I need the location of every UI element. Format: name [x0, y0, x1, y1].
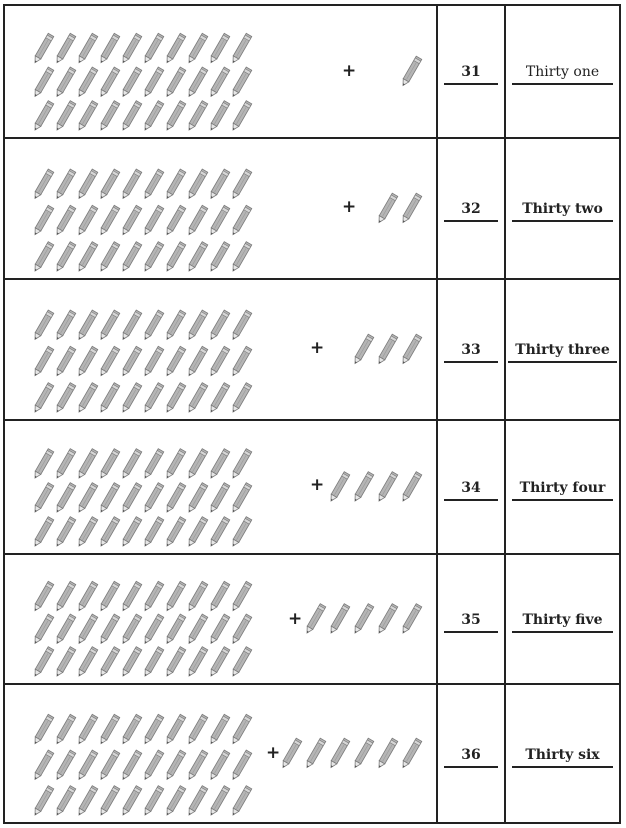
- pencil-icon: [142, 346, 164, 377]
- pencil-icon: [76, 483, 98, 514]
- pencil-icon: [186, 242, 208, 273]
- pencil-icon: [142, 205, 164, 236]
- pencil-icon: [120, 310, 142, 341]
- number-word-cell: [506, 685, 619, 822]
- pencil-icon: [208, 714, 230, 745]
- pencil-icon: [164, 346, 186, 377]
- pencil-icon: [376, 472, 398, 503]
- pencil-icon: [142, 517, 164, 548]
- pencil-icon: [164, 614, 186, 645]
- pencil-icon: [76, 310, 98, 341]
- pencil-icon: [142, 449, 164, 480]
- number-cell: [438, 6, 506, 137]
- pencil-icon: [208, 101, 230, 132]
- pencil-icon: [164, 714, 186, 745]
- pencil-icon: [186, 33, 208, 64]
- pencil-icon: [98, 517, 120, 548]
- pencil-icon: [76, 647, 98, 678]
- pencil-icon: [208, 67, 230, 98]
- plus-sign: +: [288, 609, 303, 629]
- pencil-icon: [230, 786, 252, 817]
- pencil-count-cell: [5, 280, 438, 419]
- pencil-icon: [76, 449, 98, 480]
- pencil-icon: [54, 67, 76, 98]
- worksheet-row-36: [5, 685, 619, 822]
- number-value: 34: [444, 480, 498, 501]
- number-value: 31: [444, 64, 498, 85]
- pencil-icon: [54, 483, 76, 514]
- pencil-icon: [98, 169, 120, 200]
- pencil-icon: [54, 714, 76, 745]
- pencil-icon: [164, 169, 186, 200]
- pencil-icon: [120, 750, 142, 781]
- pencil-icon: [54, 517, 76, 548]
- pencil-icon: [400, 738, 422, 769]
- pencil-icon: [186, 786, 208, 817]
- pencil-icon: [98, 310, 120, 341]
- pencil-icon: [186, 101, 208, 132]
- number-cell: [438, 685, 506, 822]
- pencil-icon: [98, 346, 120, 377]
- pencil-icon: [76, 750, 98, 781]
- pencil-icon: [230, 647, 252, 678]
- pencil-icon: [186, 169, 208, 200]
- pencil-icon: [76, 714, 98, 745]
- pencil-icon: [208, 786, 230, 817]
- pencil-icon: [32, 449, 54, 480]
- pencil-icon: [164, 449, 186, 480]
- number-cell: [438, 555, 506, 683]
- pencil-icon: [76, 581, 98, 612]
- pencil-icon: [208, 242, 230, 273]
- worksheet-row-35: [5, 555, 619, 685]
- pencil-icon: [76, 383, 98, 414]
- pencil-icon: [32, 786, 54, 817]
- plus-sign: +: [310, 338, 325, 358]
- pencil-group: [5, 555, 436, 683]
- pencil-icon: [76, 346, 98, 377]
- pencil-icon: [54, 383, 76, 414]
- number-worksheet: [3, 4, 621, 824]
- pencil-icon: [54, 310, 76, 341]
- number-word-cell: [506, 139, 619, 278]
- plus-sign: +: [310, 475, 325, 495]
- pencil-icon: [54, 205, 76, 236]
- pencil-icon: [98, 786, 120, 817]
- pencil-icon: [304, 604, 326, 635]
- pencil-icon: [186, 647, 208, 678]
- number-cell: [438, 421, 506, 553]
- pencil-icon: [186, 383, 208, 414]
- pencil-icon: [164, 647, 186, 678]
- pencil-icon: [32, 169, 54, 200]
- pencil-icon: [54, 242, 76, 273]
- pencil-icon: [208, 383, 230, 414]
- pencil-icon: [164, 242, 186, 273]
- pencil-icon: [186, 714, 208, 745]
- pencil-icon: [32, 242, 54, 273]
- pencil-icon: [32, 205, 54, 236]
- number-word: Thirty five: [512, 612, 613, 633]
- pencil-icon: [98, 449, 120, 480]
- pencil-icon: [98, 483, 120, 514]
- pencil-count-cell: [5, 6, 438, 137]
- pencil-icon: [400, 604, 422, 635]
- pencil-icon: [142, 169, 164, 200]
- pencil-icon: [32, 33, 54, 64]
- pencil-icon: [120, 33, 142, 64]
- pencil-icon: [230, 169, 252, 200]
- number-value: 32: [444, 201, 498, 222]
- pencil-group: [5, 139, 436, 278]
- worksheet-row-32: [5, 139, 619, 280]
- pencil-icon: [32, 750, 54, 781]
- pencil-icon: [32, 483, 54, 514]
- pencil-icon: [376, 604, 398, 635]
- pencil-icon: [280, 738, 302, 769]
- pencil-icon: [304, 738, 326, 769]
- pencil-icon: [230, 33, 252, 64]
- pencil-icon: [186, 614, 208, 645]
- pencil-icon: [32, 67, 54, 98]
- worksheet-row-33: [5, 280, 619, 421]
- pencil-icon: [76, 517, 98, 548]
- pencil-icon: [230, 205, 252, 236]
- pencil-icon: [164, 581, 186, 612]
- pencil-icon: [76, 786, 98, 817]
- pencil-icon: [76, 242, 98, 273]
- pencil-icon: [120, 449, 142, 480]
- plus-sign: +: [266, 743, 281, 763]
- pencil-icon: [32, 647, 54, 678]
- number-word: Thirty two: [512, 201, 613, 222]
- pencil-icon: [208, 750, 230, 781]
- pencil-icon: [230, 310, 252, 341]
- pencil-icon: [142, 33, 164, 64]
- pencil-icon: [120, 242, 142, 273]
- pencil-count-cell: [5, 685, 438, 822]
- pencil-icon: [54, 101, 76, 132]
- pencil-icon: [164, 786, 186, 817]
- pencil-group: [5, 6, 436, 137]
- pencil-group: [5, 685, 436, 822]
- pencil-icon: [32, 614, 54, 645]
- pencil-icon: [76, 205, 98, 236]
- pencil-icon: [208, 483, 230, 514]
- pencil-icon: [186, 67, 208, 98]
- pencil-icon: [76, 614, 98, 645]
- pencil-icon: [120, 67, 142, 98]
- pencil-icon: [142, 483, 164, 514]
- number-value: 36: [444, 747, 498, 768]
- pencil-icon: [230, 383, 252, 414]
- pencil-icon: [98, 750, 120, 781]
- pencil-icon: [164, 67, 186, 98]
- pencil-icon: [208, 205, 230, 236]
- number-word-cell: [506, 555, 619, 683]
- pencil-icon: [230, 750, 252, 781]
- pencil-icon: [98, 101, 120, 132]
- pencil-count-cell: [5, 555, 438, 683]
- pencil-icon: [120, 383, 142, 414]
- pencil-icon: [230, 714, 252, 745]
- pencil-icon: [32, 101, 54, 132]
- pencil-icon: [76, 67, 98, 98]
- pencil-icon: [142, 242, 164, 273]
- pencil-icon: [208, 647, 230, 678]
- pencil-icon: [120, 169, 142, 200]
- number-cell: [438, 280, 506, 419]
- number-word: Thirty six: [512, 747, 613, 768]
- pencil-icon: [54, 614, 76, 645]
- pencil-icon: [32, 714, 54, 745]
- pencil-icon: [352, 604, 374, 635]
- pencil-icon: [186, 581, 208, 612]
- pencil-icon: [120, 647, 142, 678]
- number-word: Thirty four: [512, 480, 613, 501]
- pencil-icon: [164, 750, 186, 781]
- pencil-icon: [142, 786, 164, 817]
- pencil-icon: [142, 310, 164, 341]
- worksheet-row-34: [5, 421, 619, 555]
- pencil-icon: [98, 714, 120, 745]
- pencil-icon: [400, 334, 422, 365]
- pencil-group: [5, 421, 436, 553]
- pencil-icon: [376, 738, 398, 769]
- pencil-icon: [376, 334, 398, 365]
- pencil-icon: [164, 383, 186, 414]
- pencil-icon: [120, 614, 142, 645]
- pencil-icon: [186, 310, 208, 341]
- worksheet-row-31: [5, 6, 619, 139]
- pencil-icon: [164, 205, 186, 236]
- pencil-icon: [142, 383, 164, 414]
- pencil-icon: [32, 383, 54, 414]
- pencil-icon: [120, 581, 142, 612]
- number-value: 35: [444, 612, 498, 633]
- pencil-icon: [230, 581, 252, 612]
- pencil-icon: [164, 310, 186, 341]
- pencil-group: [5, 280, 436, 419]
- pencil-icon: [120, 786, 142, 817]
- pencil-icon: [164, 101, 186, 132]
- pencil-icon: [208, 346, 230, 377]
- pencil-icon: [328, 472, 350, 503]
- pencil-icon: [186, 750, 208, 781]
- pencil-icon: [54, 33, 76, 64]
- pencil-icon: [142, 714, 164, 745]
- pencil-icon: [142, 647, 164, 678]
- pencil-icon: [120, 714, 142, 745]
- pencil-icon: [98, 614, 120, 645]
- pencil-icon: [120, 483, 142, 514]
- pencil-icon: [230, 517, 252, 548]
- pencil-icon: [98, 581, 120, 612]
- pencil-icon: [98, 242, 120, 273]
- number-word-cell: [506, 280, 619, 419]
- pencil-icon: [142, 581, 164, 612]
- pencil-icon: [142, 101, 164, 132]
- pencil-icon: [186, 483, 208, 514]
- pencil-icon: [54, 581, 76, 612]
- pencil-icon: [186, 517, 208, 548]
- pencil-icon: [230, 614, 252, 645]
- pencil-icon: [208, 581, 230, 612]
- plus-sign: +: [342, 61, 357, 81]
- pencil-icon: [98, 33, 120, 64]
- pencil-icon: [54, 449, 76, 480]
- pencil-icon: [32, 346, 54, 377]
- pencil-icon: [208, 310, 230, 341]
- pencil-icon: [54, 750, 76, 781]
- pencil-icon: [400, 193, 422, 224]
- pencil-icon: [32, 310, 54, 341]
- plus-sign: +: [342, 197, 357, 217]
- pencil-icon: [352, 738, 374, 769]
- pencil-icon: [142, 750, 164, 781]
- number-word-cell: [506, 421, 619, 553]
- pencil-icon: [352, 472, 374, 503]
- pencil-icon: [54, 786, 76, 817]
- number-word-cell: [506, 6, 619, 137]
- pencil-count-cell: [5, 421, 438, 553]
- pencil-icon: [120, 346, 142, 377]
- pencil-icon: [164, 483, 186, 514]
- number-cell: [438, 139, 506, 278]
- pencil-icon: [164, 517, 186, 548]
- pencil-count-cell: [5, 139, 438, 278]
- pencil-icon: [76, 33, 98, 64]
- pencil-icon: [376, 193, 398, 224]
- pencil-icon: [208, 33, 230, 64]
- pencil-icon: [54, 346, 76, 377]
- pencil-icon: [98, 205, 120, 236]
- number-word: Thirty one: [512, 64, 613, 85]
- pencil-icon: [98, 383, 120, 414]
- pencil-icon: [328, 604, 350, 635]
- pencil-icon: [230, 242, 252, 273]
- pencil-icon: [230, 101, 252, 132]
- pencil-icon: [142, 614, 164, 645]
- pencil-icon: [98, 647, 120, 678]
- pencil-icon: [120, 517, 142, 548]
- pencil-icon: [186, 205, 208, 236]
- pencil-icon: [186, 346, 208, 377]
- pencil-icon: [32, 581, 54, 612]
- pencil-icon: [32, 517, 54, 548]
- pencil-icon: [328, 738, 350, 769]
- pencil-icon: [186, 449, 208, 480]
- pencil-icon: [400, 56, 422, 87]
- number-value: 33: [444, 342, 498, 363]
- pencil-icon: [54, 169, 76, 200]
- pencil-icon: [352, 334, 374, 365]
- pencil-icon: [208, 169, 230, 200]
- pencil-icon: [230, 483, 252, 514]
- pencil-icon: [208, 449, 230, 480]
- pencil-icon: [120, 101, 142, 132]
- pencil-icon: [208, 614, 230, 645]
- pencil-icon: [230, 67, 252, 98]
- pencil-icon: [230, 346, 252, 377]
- pencil-icon: [400, 472, 422, 503]
- pencil-icon: [76, 169, 98, 200]
- pencil-icon: [142, 67, 164, 98]
- pencil-icon: [54, 647, 76, 678]
- number-word: Thirty three: [508, 342, 617, 363]
- pencil-icon: [76, 101, 98, 132]
- pencil-icon: [120, 205, 142, 236]
- pencil-icon: [98, 67, 120, 98]
- pencil-icon: [208, 517, 230, 548]
- pencil-icon: [164, 33, 186, 64]
- pencil-icon: [230, 449, 252, 480]
